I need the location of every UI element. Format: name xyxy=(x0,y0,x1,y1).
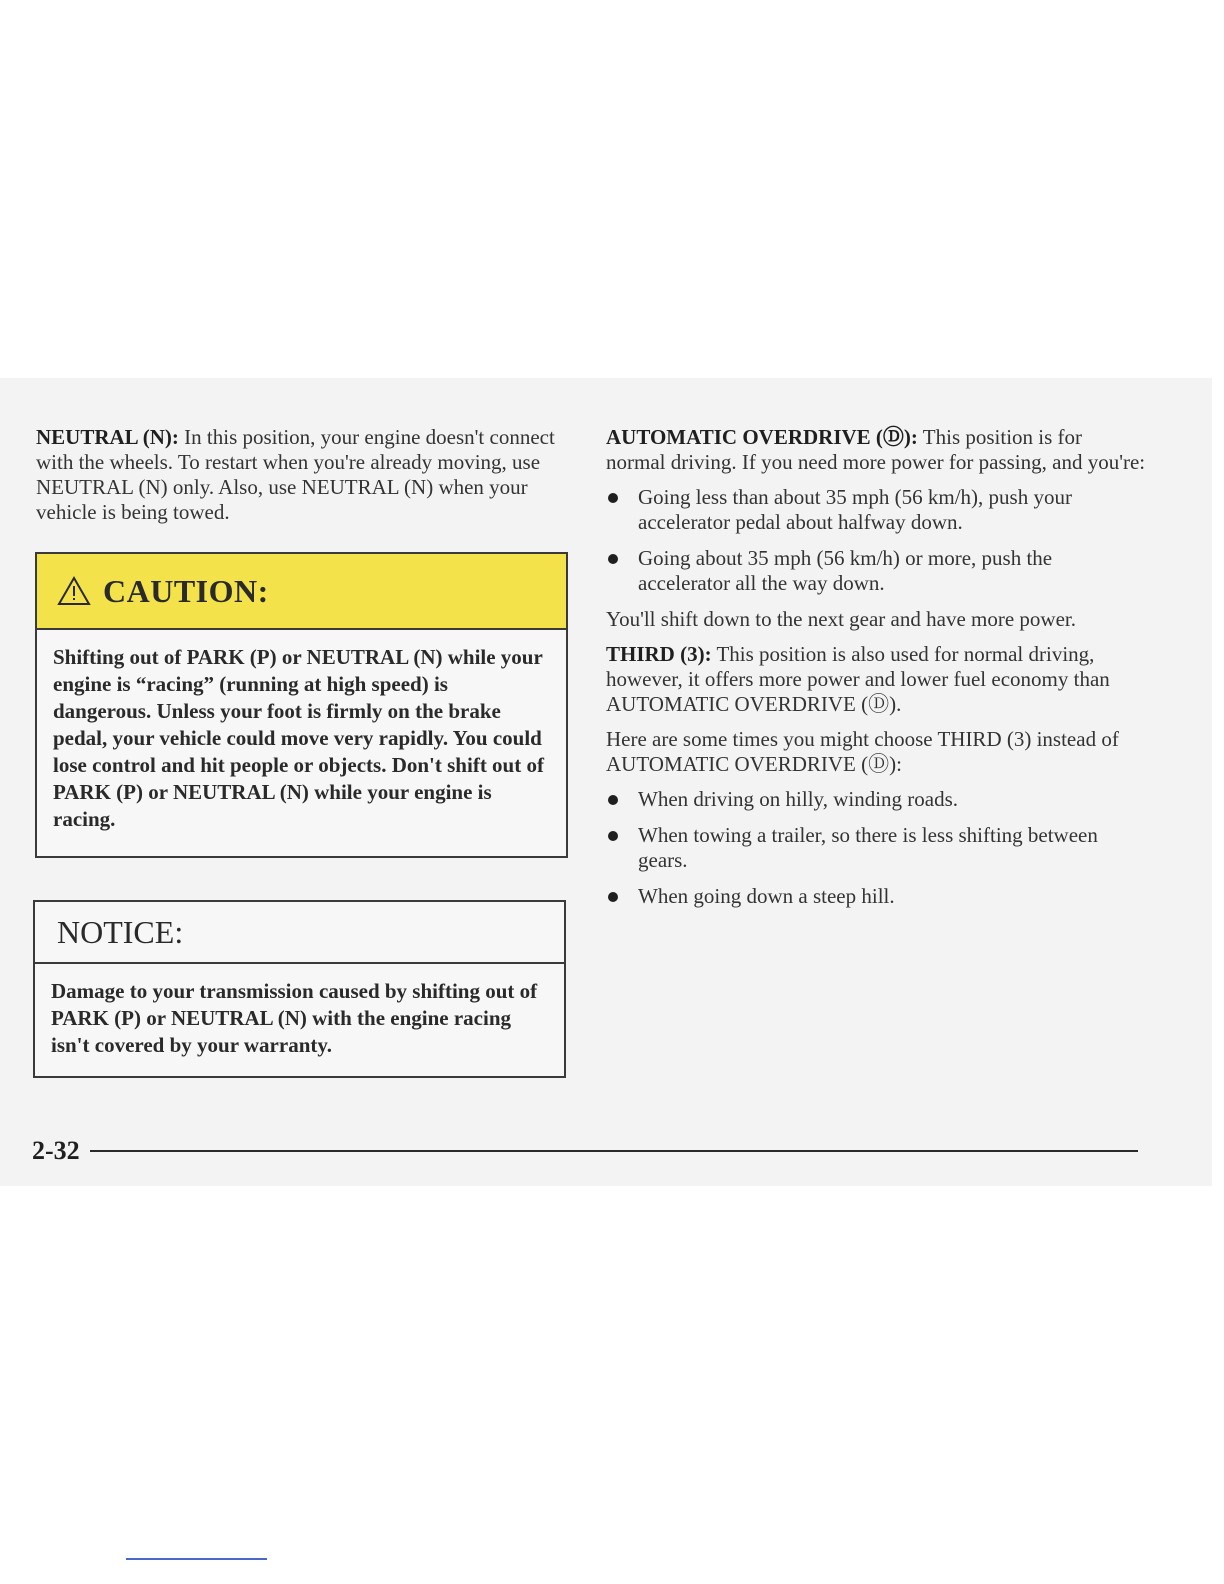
overdrive-text: This position is for normal driving. If you need more power for passing, and you're: xyxy=(606,425,1146,474)
neutral-label: NEUTRAL (N): xyxy=(36,425,179,449)
caution-body: Shifting out of PARK (P) or NEUTRAL (N) while your engine is “racing” (running at high speed) is dangerous. Unless your foot is firmly on the brake pedal, your vehicle could move very rapidly. You could lose control and hit people or objects. Don't shift out of PARK (P) or NEUTRAL (N) while your engine is racing. xyxy=(53,645,544,831)
warning-triangle-icon xyxy=(57,576,91,606)
third-label: THIRD (3): xyxy=(606,642,712,666)
footer-rule xyxy=(90,1150,1138,1152)
notice-body: Damage to your transmission caused by shifting out of PARK (P) or NEUTRAL (N) with the engine racing isn't covered by your warranty. xyxy=(51,979,538,1057)
list-item: Going about 35 mph (56 km/h) or more, push the accelerator all the way down. xyxy=(606,546,1146,596)
neutral-text: In this position, your engine doesn't connect with the wheels. To restart when you're already moving, use NEUTRAL (N) only. Also, use NEUTRAL (N) when your vehicle is being towed. xyxy=(36,425,555,524)
caution-title: CAUTION: xyxy=(103,572,269,609)
third-bullet-list xyxy=(606,787,1146,909)
notice-box xyxy=(33,900,566,1078)
left-column xyxy=(36,425,566,535)
page-footer xyxy=(32,1136,1138,1166)
bottom-underline-mark xyxy=(126,1558,267,1560)
overdrive-paragraph xyxy=(606,425,1146,475)
list-item: When driving on hilly, winding roads. xyxy=(606,787,1146,812)
bullet-icon xyxy=(608,892,618,902)
third-paragraph xyxy=(606,642,1146,717)
bullet-icon xyxy=(608,831,618,841)
neutral-paragraph xyxy=(36,425,566,525)
overdrive-bullet-list xyxy=(606,485,1146,596)
bullet-icon xyxy=(608,493,618,503)
overdrive-label: AUTOMATIC OVERDRIVE (Ⓓ): xyxy=(606,425,918,449)
third-text: This position is also used for normal driving, however, it offers more power and lower fuel economy than AUTOMATIC OVERDRIVE (Ⓓ). xyxy=(606,642,1110,716)
notice-title: NOTICE: xyxy=(57,913,184,950)
list-item: When going down a steep hill. xyxy=(606,884,1146,909)
notice-header xyxy=(35,902,564,964)
caution-box xyxy=(35,552,568,858)
right-column xyxy=(606,425,1146,920)
list-item: When towing a trailer, so there is less shifting between gears. xyxy=(606,823,1146,873)
caution-header xyxy=(37,554,566,630)
shift-down-paragraph: You'll shift down to the next gear and have more power. xyxy=(606,607,1076,631)
third-intro-paragraph: Here are some times you might choose THIRD (3) instead of AUTOMATIC OVERDRIVE (Ⓓ): xyxy=(606,727,1119,776)
bullet-icon xyxy=(608,795,618,805)
page-number: 2-32 xyxy=(32,1136,80,1165)
bullet-icon xyxy=(608,554,618,564)
list-item: Going less than about 35 mph (56 km/h), push your accelerator pedal about halfway down. xyxy=(606,485,1146,535)
